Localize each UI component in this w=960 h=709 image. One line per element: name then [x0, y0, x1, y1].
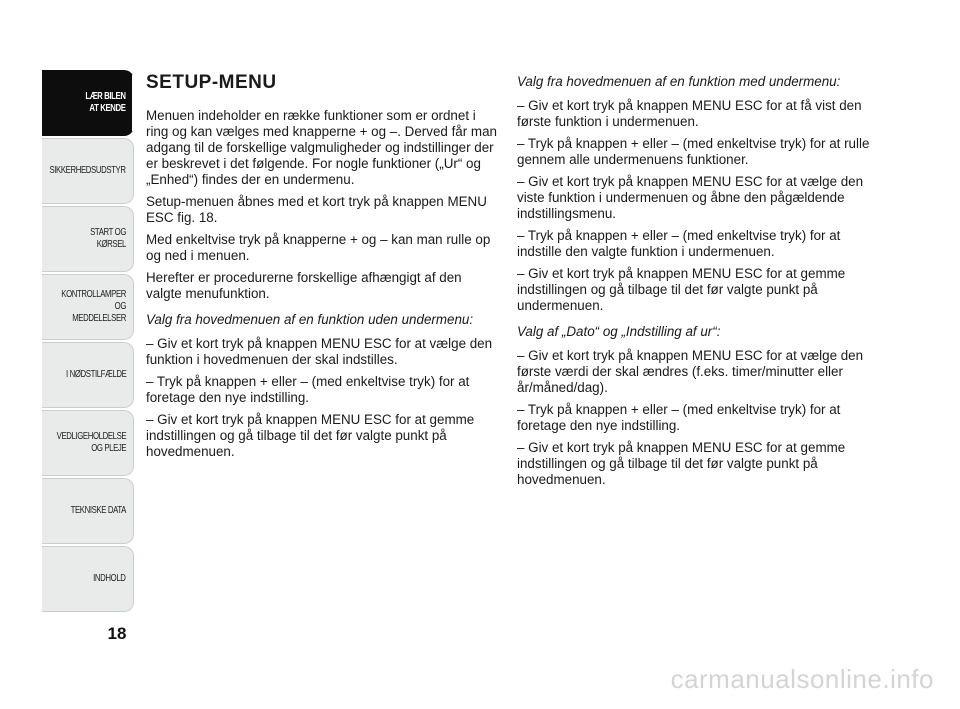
tab-laer-bilen-at-kende[interactable]: LÆR BILEN AT KENDE [42, 70, 134, 136]
subheading: Valg fra hovedmenuen af en funktion med undermenu: [517, 74, 841, 89]
tab-start-og-korsel[interactable]: START OG KØRSEL [42, 206, 134, 272]
paragraph: Setup-menuen åbnes med et kort tryk på knappen MENU ESC fig. 18. [146, 194, 487, 225]
paragraph: – Giv et kort tryk på knappen MENU ESC for at vælge den funktion i hovedmenuen der skal indstilles. [146, 336, 493, 367]
tab-indhold[interactable]: INDHOLD [42, 546, 134, 612]
tab-sikkerhedsudstyr[interactable]: SIKKERHEDSUDSTYR [42, 138, 134, 204]
page-number: 18 [107, 624, 127, 643]
paragraph: Herefter er procedurerne forskellige afhængigt af den valgte menufunktion. [146, 270, 462, 301]
subheading: Valg fra hovedmenuen af en funktion uden undermenu: [146, 312, 474, 327]
paragraph: – Tryk på knappen + eller – (med enkeltvise tryk) for at indstille den valgte funktion i undermenuen. [517, 228, 841, 259]
tab-vedligeholdelse[interactable]: VEDLIGEHOLDELSE OG PLEJE [42, 410, 134, 476]
tab-tekniske-data[interactable]: TEKNISKE DATA [42, 478, 134, 544]
paragraph: – Giv et kort tryk på knappen MENU ESC for at få vist den første funktion i undermenuen. [517, 98, 862, 129]
paragraph: Med enkeltvise tryk på knapperne + og – kan man rulle op og ned i menuen. [146, 232, 491, 263]
section-title: SETUP-MENU [146, 72, 277, 93]
paragraph: – Giv et kort tryk på knappen MENU ESC for at gemme indstillingen og gå tilbage til det før valgte punkt på hovedmenuen. [517, 440, 846, 487]
paragraph: – Giv et kort tryk på knappen MENU ESC for at vælge den første værdi der skal ændres (f.eks. timer/minutter eller år/måned/dag). [517, 348, 864, 395]
paragraph: – Giv et kort tryk på knappen MENU ESC for at vælge den viste funktion i undermenuen og åbne den pågældende indstillingsmenu. [517, 174, 864, 221]
paragraph: – Tryk på knappen + eller – (med enkeltvise tryk) for at foretage den nye indstilling. [146, 374, 470, 405]
right-column [517, 74, 877, 494]
subheading: Valg af „Dato“ og „Indstilling af ur“: [517, 324, 721, 339]
paragraph: – Tryk på knappen + eller – (med enkeltvise tryk) for at foretage den nye indstilling. [517, 402, 841, 433]
paragraph: – Tryk på knappen + eller – (med enkeltvise tryk) for at rulle gennem alle undermenuens funktioner. [517, 136, 870, 167]
left-column [146, 72, 498, 466]
chapter-tabs [42, 70, 134, 614]
paragraph: – Giv et kort tryk på knappen MENU ESC for at gemme indstillingen og gå tilbage til det før valgte punkt på undermenuen. [517, 266, 846, 313]
tab-kontrollamper[interactable]: KONTROLLAMPER OG MEDDELELSER [42, 274, 134, 340]
tab-i-nodstilfaelde[interactable]: I NØDSTILFÆLDE [42, 342, 134, 408]
paragraph: – Giv et kort tryk på knappen MENU ESC for at gemme indstillingen og gå tilbage til det før valgte punkt på hovedmenuen. [146, 412, 475, 459]
watermark: carmanualsonline.info [670, 664, 934, 694]
paragraph: Menuen indeholder en række funktioner som er ordnet i ring og kan vælges med knapperne + og –. Derved får man adgang til de forskellige valgmuligheder og indstillinger der er beskrevet i det følgende. For nogle funktioner („Ur“ og „Enhed“) findes der en undermenu. [146, 108, 497, 187]
